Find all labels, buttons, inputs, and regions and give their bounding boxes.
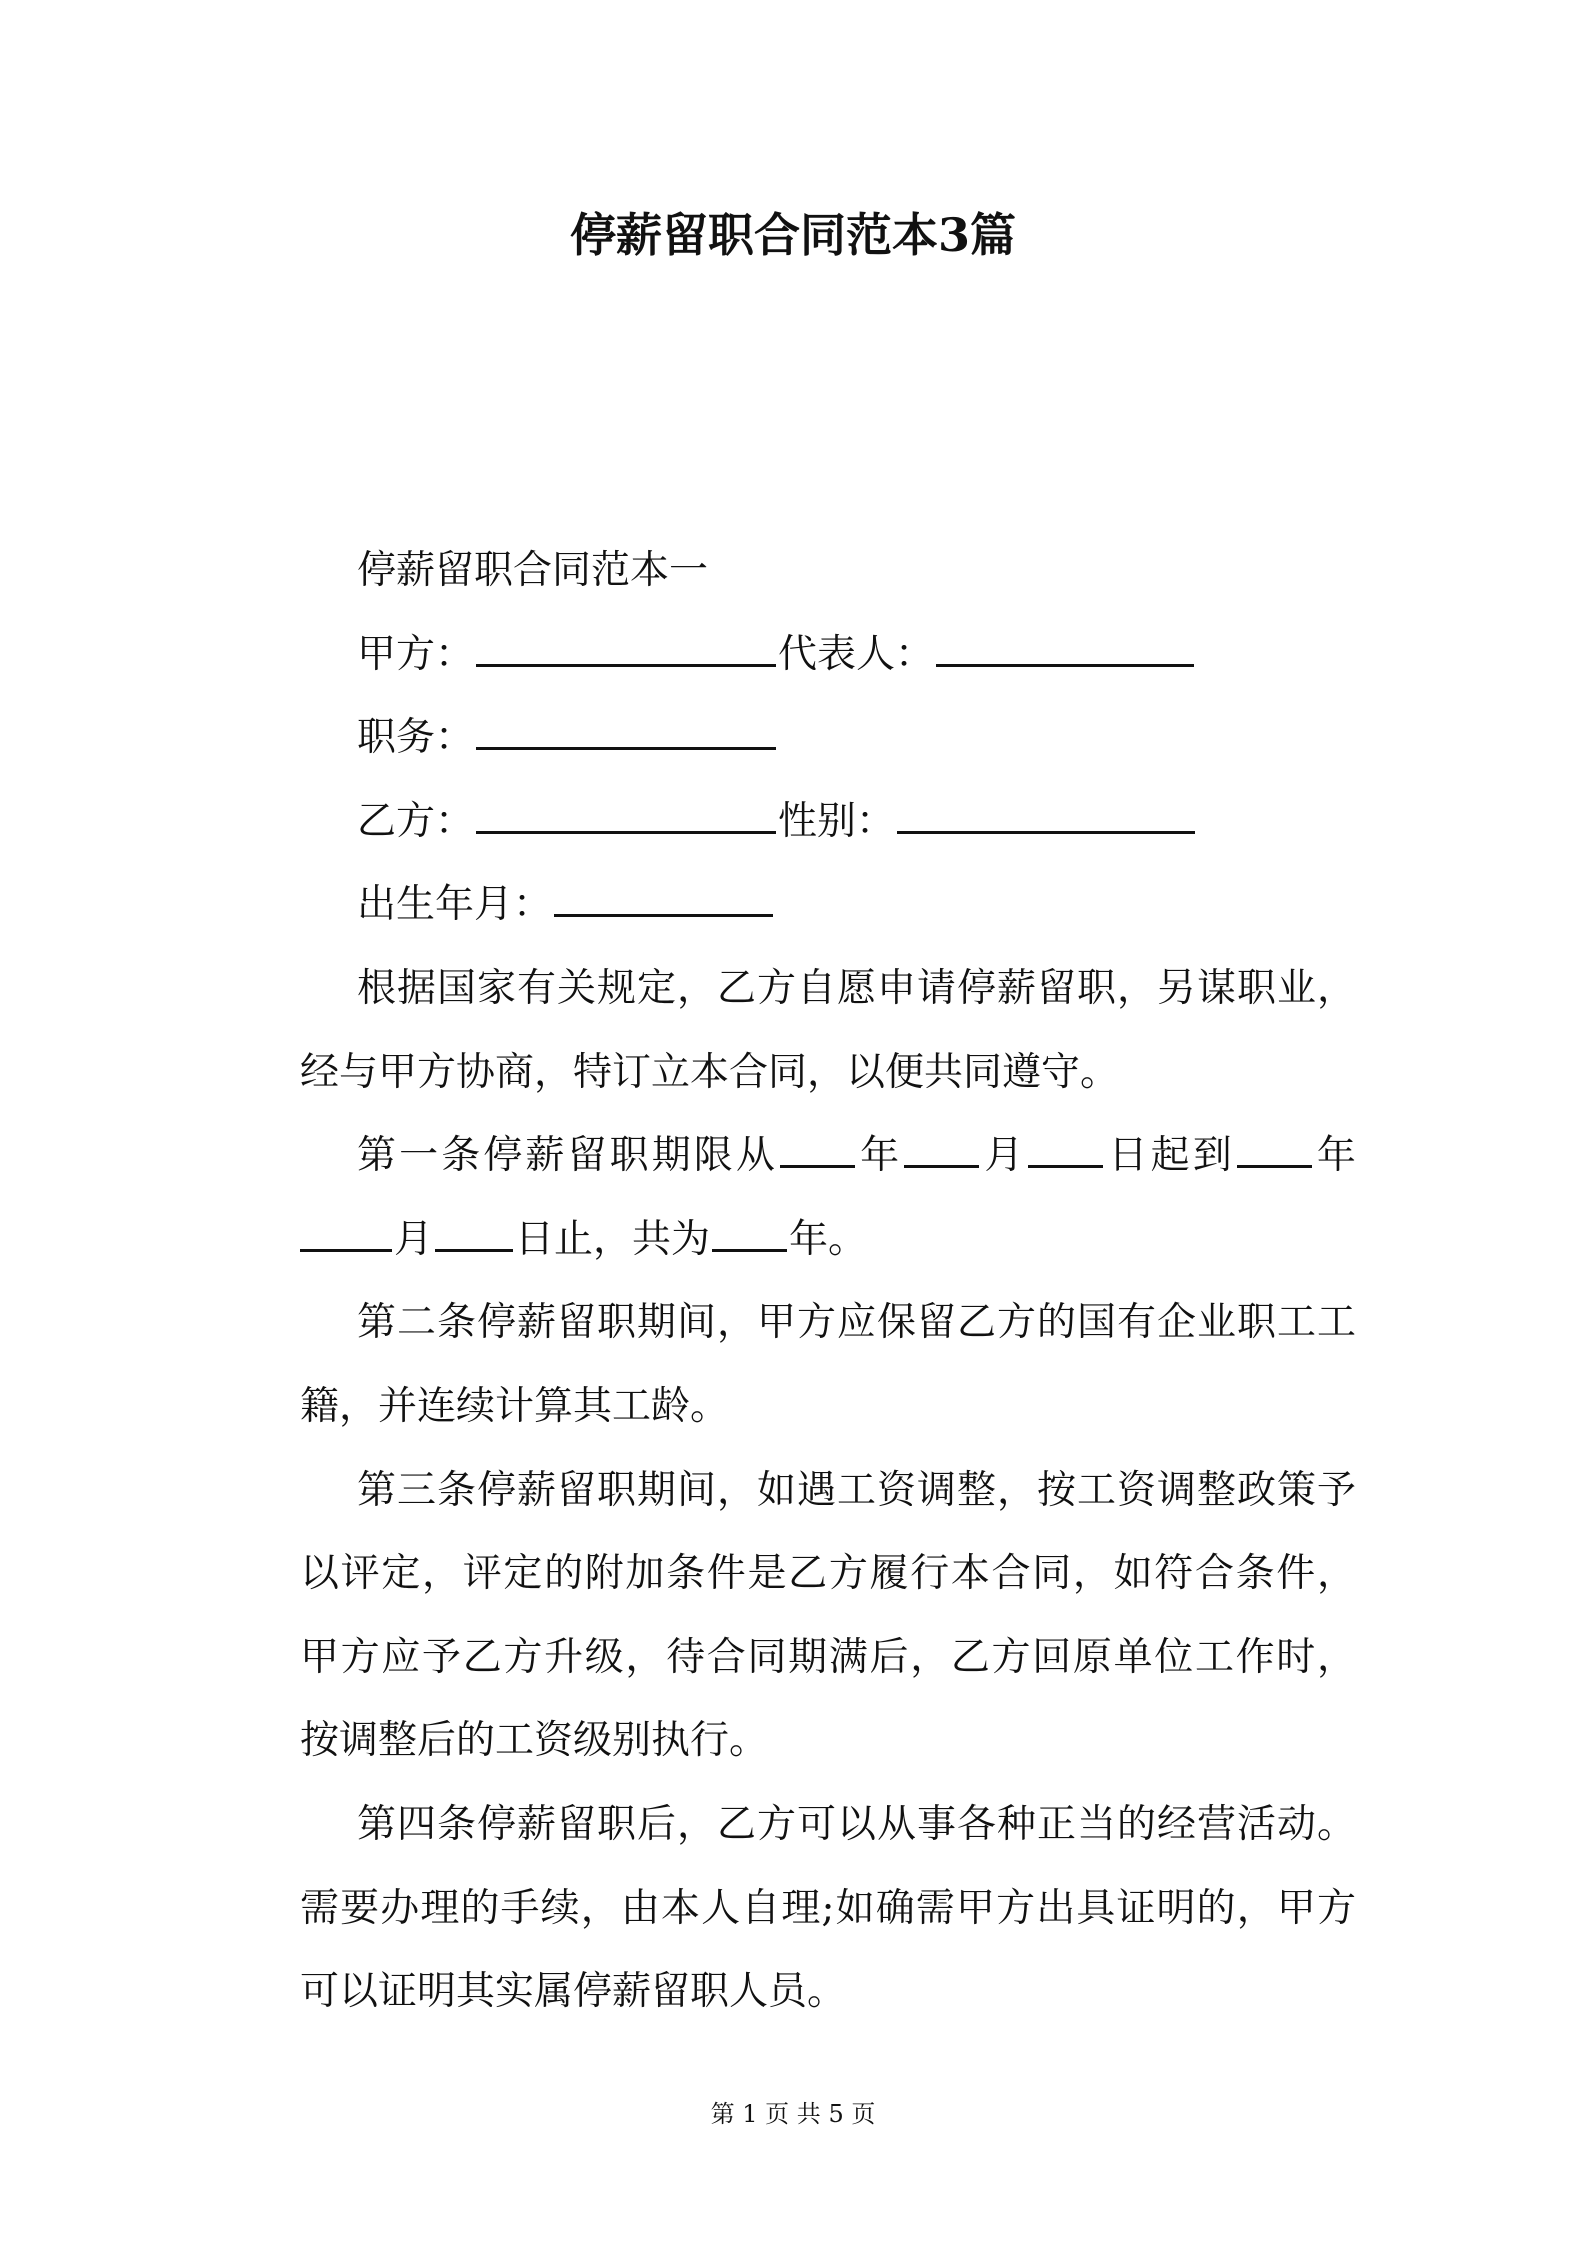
text: 月	[981, 1133, 1027, 1179]
blank	[300, 1221, 392, 1252]
blank	[904, 1137, 979, 1168]
paragraph-line: 需要办理的手续，由本人自理;如确需甲方出具证明的，甲方	[300, 1885, 1356, 1931]
paragraph-line: 籍，并连续计算其工龄。	[300, 1383, 730, 1429]
party-b-label: 乙方：	[357, 798, 475, 844]
party-b-blank	[476, 803, 776, 834]
paragraph-line: 第三条停薪留职期间，如遇工资调整，按工资调整政策予	[357, 1467, 1356, 1513]
text: 第一条停薪留职期限从	[357, 1133, 779, 1179]
document-body	[300, 529, 1356, 2034]
birth-line	[300, 863, 1356, 947]
paragraph-line: 甲方应予乙方升级，待合同期满后，乙方回原单位工作时，	[300, 1634, 1356, 1680]
party-b-line	[300, 780, 1356, 864]
party-a-line	[300, 613, 1356, 697]
birth-blank	[554, 886, 773, 917]
paragraph-line: 以评定，评定的附加条件是乙方履行本合同，如符合条件，	[300, 1551, 1356, 1597]
gender-blank	[897, 803, 1195, 834]
paragraph-line: 可以证明其实属停薪留职人员。	[300, 1969, 847, 2015]
paragraph-line: 根据国家有关规定，乙方自愿申请停薪留职，另谋职业，	[357, 965, 1356, 1011]
blank	[435, 1221, 513, 1252]
section-heading: 停薪留职合同范本一	[357, 548, 709, 593]
position-label: 职务：	[357, 715, 475, 761]
text: 年	[857, 1133, 903, 1179]
blank	[1237, 1137, 1312, 1168]
blank	[780, 1137, 855, 1168]
text: 月	[394, 1216, 434, 1262]
representative-label: 代表人：	[778, 631, 935, 677]
paragraph-line: 第二条停薪留职期间，甲方应保留乙方的国有企业职工工	[357, 1300, 1356, 1346]
blank	[712, 1221, 787, 1252]
paragraph-line: 按调整后的工资级别执行。	[300, 1718, 769, 1764]
position-line	[300, 696, 1356, 780]
article-1-line	[300, 1114, 1356, 1198]
position-blank	[476, 719, 776, 750]
text: 年。	[789, 1216, 868, 1262]
representative-blank	[936, 636, 1194, 667]
birth-label: 出生年月：	[357, 882, 553, 928]
paragraph-line: 第四条停薪留职后，乙方可以从事各种正当的经营活动。	[357, 1801, 1356, 1847]
party-a-label: 甲方：	[357, 631, 475, 677]
page-number: 第 1 页 共 5 页	[710, 2100, 876, 2128]
party-a-blank	[476, 636, 776, 667]
paragraph-line: 经与甲方协商，特订立本合同，以便共同遵守。	[300, 1049, 1120, 1095]
article-1-line	[300, 1198, 1356, 1282]
blank	[1028, 1137, 1103, 1168]
text: 日起到	[1105, 1133, 1235, 1179]
text: 日止，共为	[515, 1216, 711, 1262]
text: 年	[1313, 1133, 1356, 1179]
document-title: 停薪留职合同范本3篇	[569, 208, 1016, 262]
gender-label: 性别：	[778, 798, 896, 844]
